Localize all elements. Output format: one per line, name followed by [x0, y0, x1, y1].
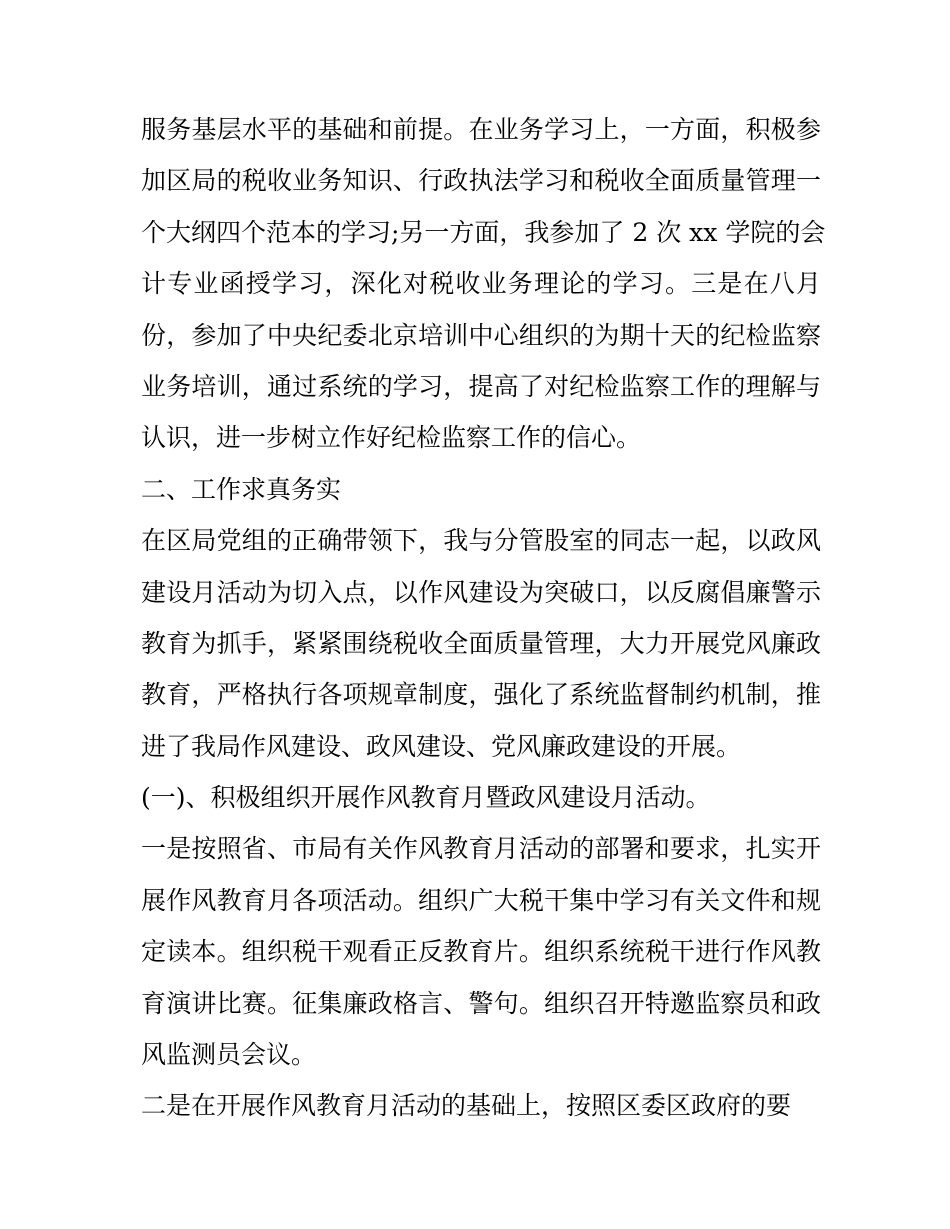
section-heading: 二、工作求真务实 — [141, 474, 342, 504]
subsection-heading: (一)、积极组织开展作风教育月暨政风建设月活动。 — [141, 783, 711, 813]
body-line: 教育，严格执行各项规章制度，强化了系统监督制约机制，推 — [141, 680, 821, 710]
body-line: 教育为抓手，紧紧围绕税收全面质量管理，大力开展党风廉政 — [141, 628, 821, 658]
body-line: 一是按照省、市局有关作风教育月活动的部署和要求，扎实开 — [141, 834, 821, 864]
body-line: 进了我局作风建设、政风建设、党风廉政建设的开展。 — [141, 731, 742, 761]
document-body — [141, 104, 826, 1132]
body-line: 二是在开展作风教育月活动的基础上，按照区委区政府的要 — [141, 1091, 792, 1121]
body-line: 业务培训，通过系统的学习，提高了对纪检监察工作的理解与 — [141, 371, 821, 401]
body-line: 计专业函授学习，深化对税收业务理论的学习。三是在八月 — [141, 269, 821, 299]
body-line: 服务基层水平的基础和前提。在业务学习上，一方面，积极参 — [141, 115, 821, 144]
body-line: 个大纲四个范本的学习;另一方面，我参加了 2 次 xx 学院的会 — [141, 217, 826, 247]
body-line: 建设月活动为切入点，以作风建设为突破口，以反腐倡廉警示 — [141, 577, 821, 607]
body-line: 加区局的税收业务知识、行政执法学习和税收全面质量管理一 — [141, 166, 821, 196]
body-line: 展作风教育月各项活动。组织广大税干集中学习有关文件和规 — [141, 885, 821, 915]
body-line: 风监测员会议。 — [141, 1040, 317, 1070]
body-line: 定读本。组织税干观看正反教育片。组织系统税干进行作风教 — [141, 937, 821, 967]
body-line: 在区局党组的正确带领下，我与分管股室的同志一起，以政风 — [141, 526, 821, 556]
body-line: 育演讲比赛。征集廉政格言、警句。组织召开特邀监察员和政 — [141, 988, 821, 1018]
body-line: 份，参加了中央纪委北京培训中心组织的为期十天的纪检监察 — [141, 320, 821, 350]
body-line: 认识，进一步树立作好纪检监察工作的信心。 — [141, 423, 642, 453]
